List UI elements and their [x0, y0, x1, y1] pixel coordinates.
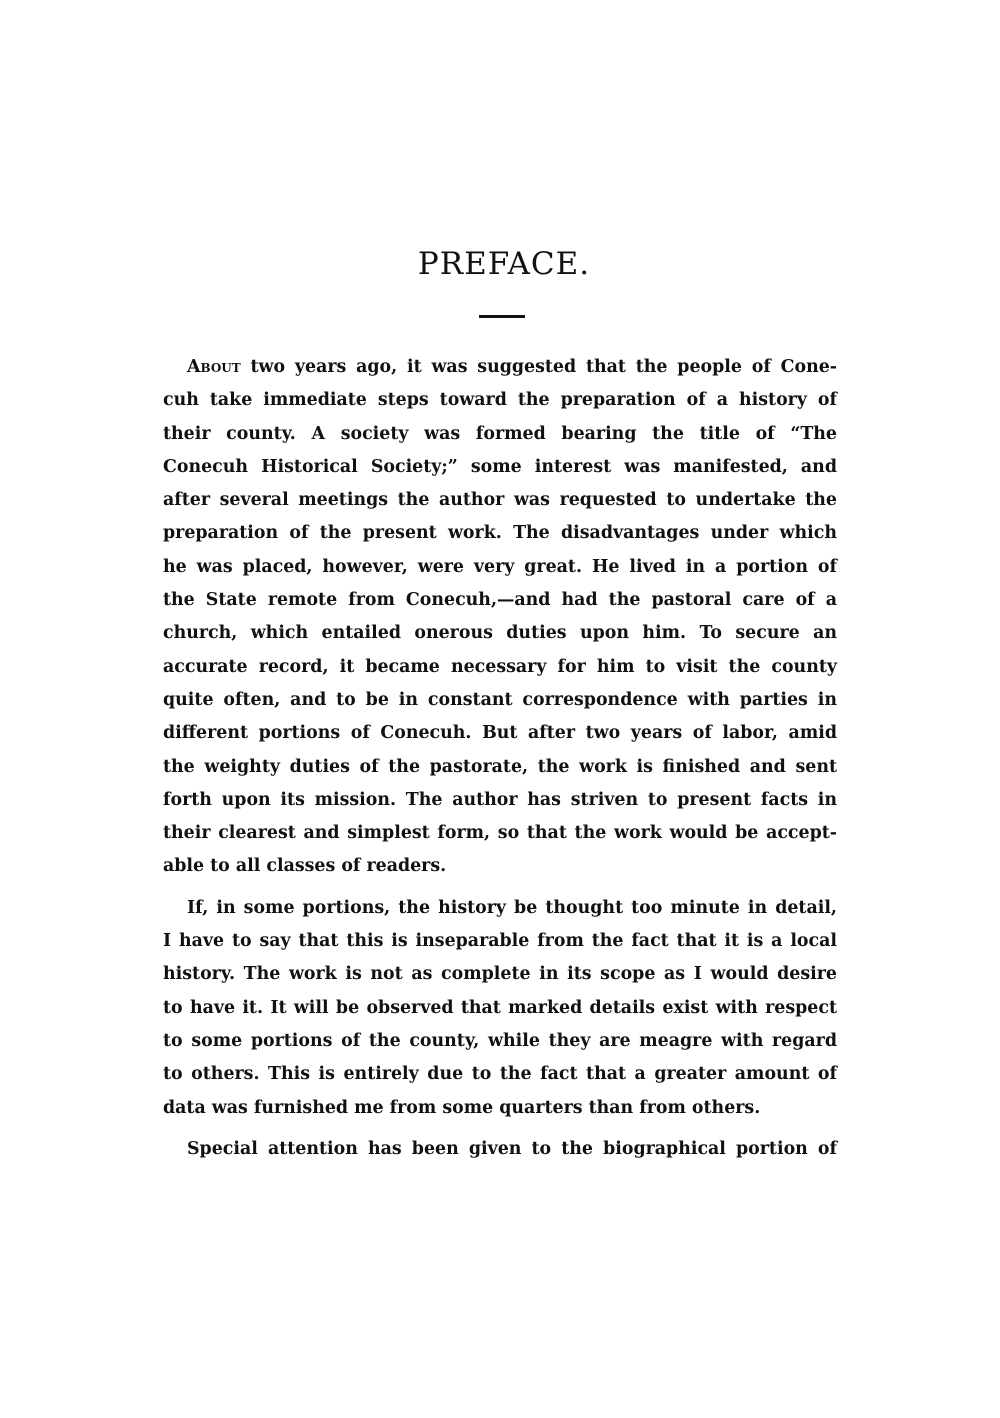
paragraph-2 — [163, 892, 837, 1125]
text-line: If, in some portions, the history be thought too minute in detail, — [187, 897, 837, 918]
paragraph-1 — [163, 351, 837, 884]
text-line: forth upon its mission. The author has striven to present facts in — [163, 789, 837, 810]
text-line: data was furnished me from some quarters than from others. — [163, 1097, 761, 1118]
text-line: accurate record, it became necessary for him to visit the county — [163, 656, 837, 677]
text-line: the weighty duties of the pastorate, the work is finished and sent — [163, 756, 837, 777]
lead-word: About — [187, 357, 241, 377]
text-line: after several meetings the author was requested to undertake the — [163, 490, 837, 511]
text-line: able to all classes of readers. — [163, 856, 447, 877]
text-line: I have to say that this is inseparable from the fact that it is a local — [163, 931, 837, 952]
text-line: to some portions of the county, while they are meagre with regard — [163, 1030, 837, 1051]
text-line: church, which entailed onerous duties upon him. To secure an — [163, 623, 837, 644]
paragraph-3 — [163, 1133, 837, 1166]
text-line: preparation of the present work. The disadvantages under which — [163, 523, 837, 544]
text-line: the State remote from Conecuh,—and had the pastoral care of a — [163, 590, 837, 611]
text-line: different portions of Conecuh. But after two years of labor, amid — [163, 723, 837, 744]
text-line: history. The work is not as complete in its scope as I would desire — [163, 964, 837, 985]
text-line: Conecuh Historical Society;” some interest was manifested, and — [163, 456, 837, 477]
text-line: About two years ago, it was suggested that the people of Cone- — [187, 357, 837, 377]
text-line: he was placed, however, were very great. He lived in a portion of — [163, 556, 837, 577]
text-line: Special attention has been given to the biographical portion of — [187, 1138, 837, 1159]
text-line: their county. A society was formed bearing the title of “The — [163, 423, 837, 444]
text-line: cuh take immediate steps toward the preparation of a history of — [163, 390, 837, 411]
text-line: their clearest and simplest form, so that the work would be accept- — [163, 823, 837, 844]
page-title: PREFACE. — [417, 246, 591, 282]
text-line: to others. This is entirely due to the fact that a greater amount of — [163, 1064, 837, 1085]
text-line: quite often, and to be in constant correspondence with parties in — [163, 689, 837, 710]
text-line: to have it. It will be observed that marked details exist with respect — [163, 997, 837, 1018]
title-rule — [479, 315, 525, 318]
preface-body — [163, 351, 837, 1166]
